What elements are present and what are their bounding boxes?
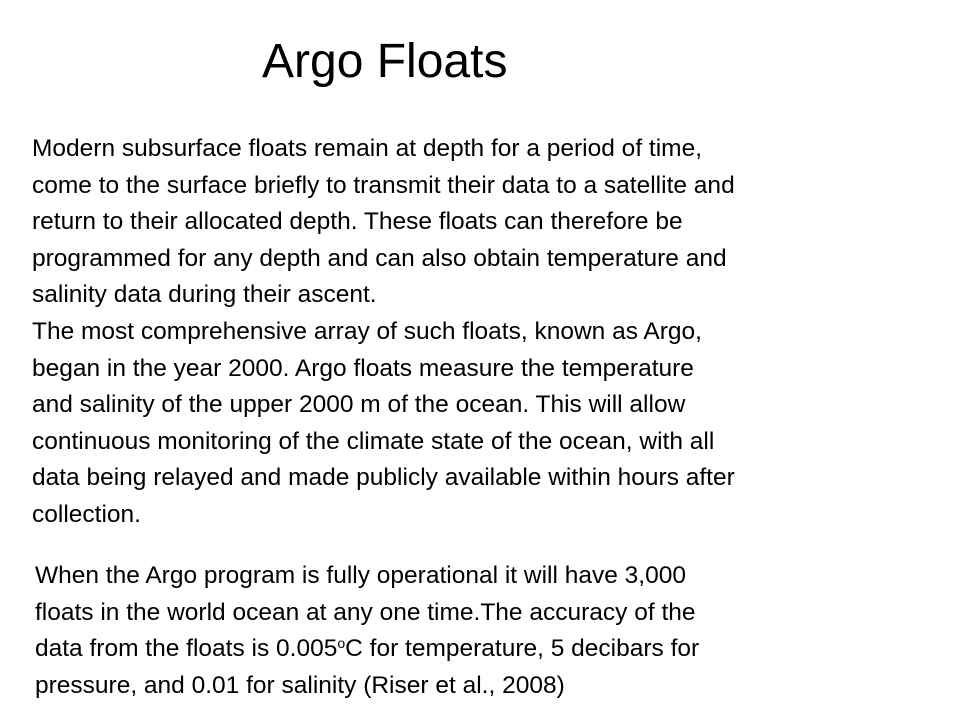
degree-superscript: o: [337, 635, 346, 652]
text-line-accuracy: [35, 631, 935, 668]
text-line: pressure, and 0.01 for salinity (Riser et al., 2008): [35, 671, 565, 699]
accuracy-text-rest: C for temperature, 5 decibars for: [345, 635, 700, 663]
paragraph-argo-array: [32, 314, 952, 534]
paragraph-accuracy: [35, 558, 935, 704]
text-line: return to their allocated depth. These floats can therefore be: [32, 208, 683, 236]
text-line: programmed for any depth and can also obtain temperature and: [32, 244, 727, 272]
text-line: began in the year 2000. Argo floats measure the temperature: [32, 354, 694, 382]
text-line: data being relayed and made publicly available within hours after: [32, 464, 735, 492]
text-line: salinity data during their ascent.: [32, 281, 377, 309]
text-line: come to the surface briefly to transmit their data to a satellite and: [32, 171, 735, 199]
text-line: collection.: [32, 500, 141, 528]
body-text: [32, 131, 952, 534]
text-line: The most comprehensive array of such floats, known as Argo,: [32, 317, 702, 345]
slide-title: Argo Floats: [262, 35, 508, 88]
text-line: continuous monitoring of the climate state of the ocean, with all: [32, 427, 715, 455]
paragraph-subsurface-floats: [32, 131, 952, 314]
text-line: Modern subsurface floats remain at depth for a period of time,: [32, 135, 703, 162]
accuracy-note: [35, 558, 935, 704]
text-line: When the Argo program is fully operational it will have 3,000: [35, 562, 686, 589]
accuracy-text: data from the floats is 0.005: [35, 635, 338, 663]
text-line: floats in the world ocean at any one time.The accuracy of the: [35, 598, 696, 626]
text-line: and salinity of the upper 2000 m of the ocean. This will allow: [32, 391, 686, 419]
